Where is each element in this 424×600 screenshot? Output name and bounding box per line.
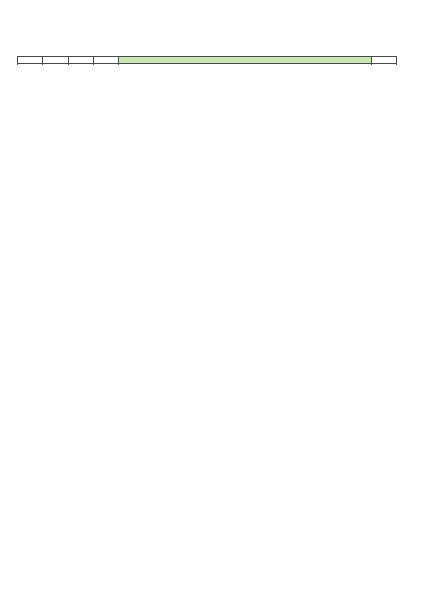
data-table [17, 56, 397, 64]
header-group [119, 57, 372, 64]
header-no [18, 57, 43, 64]
header-c2 [93, 57, 118, 64]
header-name [43, 57, 68, 64]
document-title [10, 39, 310, 44]
header-ket [371, 57, 396, 64]
header-c1 [68, 57, 93, 64]
page-number [0, 572, 424, 578]
